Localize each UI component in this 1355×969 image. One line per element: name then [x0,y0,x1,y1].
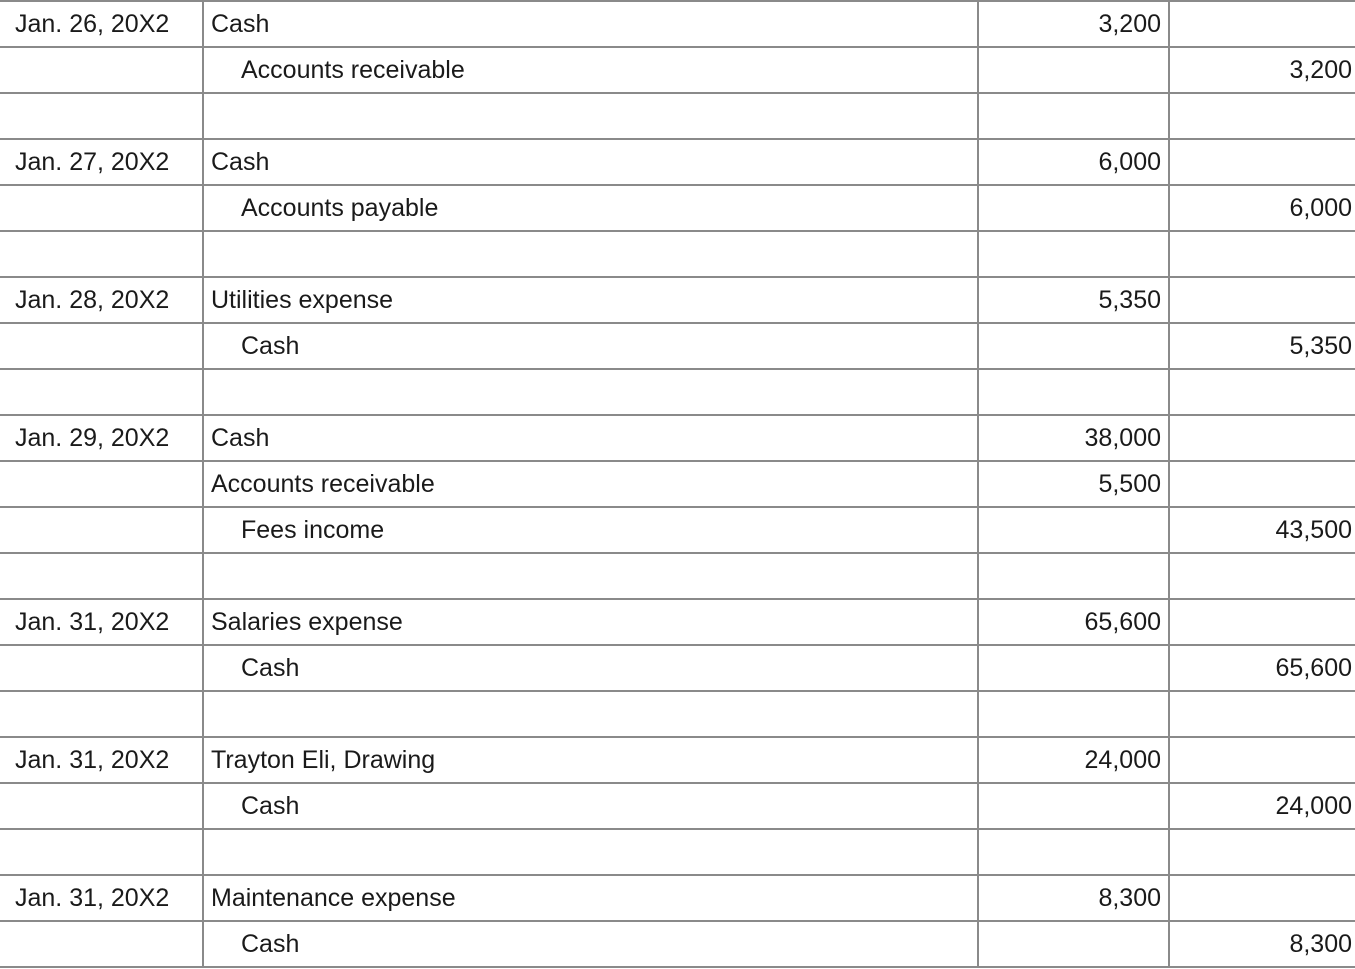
spacer-row [0,93,1355,139]
journal-row [0,645,1355,691]
entry-date-cell [0,47,203,93]
debit-amount [978,323,1169,369]
debit-account: Salaries expense [203,599,978,645]
debit-account: Trayton Eli, Drawing [203,737,978,783]
spacer-row [0,369,1355,415]
spacer-row [0,553,1355,599]
credit-amount: 65,600 [1169,645,1355,691]
entry-date-cell [0,921,203,967]
debit-amount [978,645,1169,691]
journal-row [0,323,1355,369]
debit-account: Cash [203,1,978,47]
debit-account: Utilities expense [203,277,978,323]
credit-amount: 6,000 [1169,185,1355,231]
debit-account: Cash [203,415,978,461]
credit-amount: 3,200 [1169,47,1355,93]
entry-date: Jan. 26, 20X2 [0,1,203,47]
credit-amount: 43,500 [1169,507,1355,553]
credit-amount [1169,415,1355,461]
journal-row [0,47,1355,93]
debit-amount [978,185,1169,231]
journal-row [0,139,1355,185]
spacer-row [0,231,1355,277]
entry-date-cell [0,783,203,829]
credit-amount: 8,300 [1169,921,1355,967]
credit-account: Cash [203,645,978,691]
debit-account: Accounts receivable [203,461,978,507]
debit-amount: 8,300 [978,875,1169,921]
entry-date-cell [0,185,203,231]
spacer-row [0,829,1355,875]
debit-amount [978,783,1169,829]
credit-account: Cash [203,921,978,967]
entry-date: Jan. 28, 20X2 [0,277,203,323]
debit-amount [978,507,1169,553]
debit-amount: 24,000 [978,737,1169,783]
entry-date: Jan. 31, 20X2 [0,599,203,645]
credit-amount [1169,599,1355,645]
journal-row [0,599,1355,645]
credit-account: Cash [203,323,978,369]
journal-row [0,185,1355,231]
entry-date: Jan. 31, 20X2 [0,875,203,921]
entry-date-cell [0,461,203,507]
journal-row [0,415,1355,461]
credit-amount: 24,000 [1169,783,1355,829]
credit-account: Accounts receivable [203,47,978,93]
journal-row [0,277,1355,323]
credit-amount: 5,350 [1169,323,1355,369]
debit-amount: 38,000 [978,415,1169,461]
journal-row [0,737,1355,783]
debit-account: Maintenance expense [203,875,978,921]
credit-account: Fees income [203,507,978,553]
journal-row [0,1,1355,47]
journal-row [0,783,1355,829]
journal-row [0,875,1355,921]
debit-amount: 65,600 [978,599,1169,645]
debit-amount: 3,200 [978,1,1169,47]
entry-date: Jan. 27, 20X2 [0,139,203,185]
credit-amount [1169,461,1355,507]
credit-amount [1169,277,1355,323]
entry-date: Jan. 31, 20X2 [0,737,203,783]
debit-amount: 6,000 [978,139,1169,185]
entry-date-cell [0,323,203,369]
entry-date: Jan. 29, 20X2 [0,415,203,461]
journal-row [0,921,1355,967]
debit-amount [978,921,1169,967]
debit-amount: 5,350 [978,277,1169,323]
credit-amount [1169,737,1355,783]
credit-amount [1169,1,1355,47]
debit-account: Cash [203,139,978,185]
spacer-row [0,691,1355,737]
debit-amount [978,47,1169,93]
journal-row [0,461,1355,507]
journal-row [0,507,1355,553]
credit-amount [1169,139,1355,185]
credit-account: Accounts payable [203,185,978,231]
credit-account: Cash [203,783,978,829]
credit-amount [1169,875,1355,921]
entry-date-cell [0,507,203,553]
entry-date-cell [0,645,203,691]
debit-amount: 5,500 [978,461,1169,507]
